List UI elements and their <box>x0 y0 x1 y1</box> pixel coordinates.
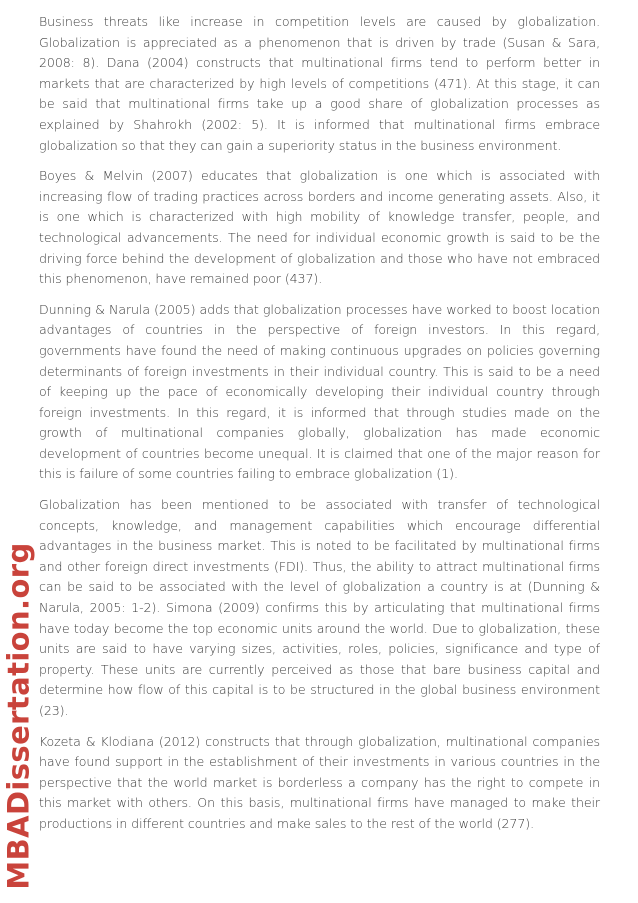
paragraph-2: Boyes & Melvin (2007) educates that globalization is one which is associated with increasing flow of trading practices across borders and income generating assets. Also, it is one which is characterized with high mobility of knowledge transfer, people, and technological advancements. The need for individual economic growth is said to be the driving force behind the development of globalization and those who have not embraced this phenomenon, have remained poor (437). <box>39 168 600 287</box>
paragraph-3: Dunning & Narula (2005) adds that globalization processes have worked to boost location advantages of countries in the perspective of foreign investors. In this regard, governments have found the need of making continuous upgrades on policies governing determinants of foreign investments in their individual country. This is said to be a need of keeping up the pace of economically developing their individual country through foreign investments. In this regard, it is informed that through studies made on the growth of multinational companies globally, globalization has made economic development of countries become unequal. It is claimed that one of the major reason for this is failure of some countries failing to embrace globalization (1). <box>39 301 600 482</box>
body-text <box>39 12 600 845</box>
paragraph-1: Business threats like increase in competition levels are caused by globalization. Globalization is appreciated as a phenomenon that is driven by trade (Susan & Sara, 2008: 8). Dana (2004) constructs that multinational firms tend to perform better in markets that are characterized by high levels of competitions (471). At this stage, it can be said that multinational firms take up a good share of globalization processes as explained by Shahrokh (2002: 5). It is informed that multinational firms embrace globalization so that they can gain a superiority status in the business environment. <box>39 14 600 153</box>
paragraph-5: Kozeta & Klodiana (2012) constructs that through globalization, multinational companies have found support in the establishment of their investments in various countries in the perspective that the world market is borderless a company has the right to compete in this market with others. On this basis, multinational firms have managed to make their productions in different countries and make sales to the rest of the world (277). <box>39 733 600 831</box>
watermark-text: MBADissertation.org <box>2 542 37 890</box>
paragraph-4: Globalization has been mentioned to be associated with transfer of technological concepts, knowledge, and management capabilities which encourage differential advantages in the business market. This is noted to be facilitated by multinational firms and other foreign direct investments (FDI). Thus, the ability to attract multinational firms can be said to be associated with the level of globalization a country is at (Dunning & Narula, 2005: 1-2). Simona (2009) confirms this by articulating that multinational firms have today become the top economic units around the world. Due to globalization, these units are said to have varying sizes, activities, roles, policies, significance and type of property. These units are currently perceived as those that bare business capital and determine how flow of this capital is to be structured in the global business environment (23). <box>39 497 600 718</box>
watermark <box>1 540 37 892</box>
